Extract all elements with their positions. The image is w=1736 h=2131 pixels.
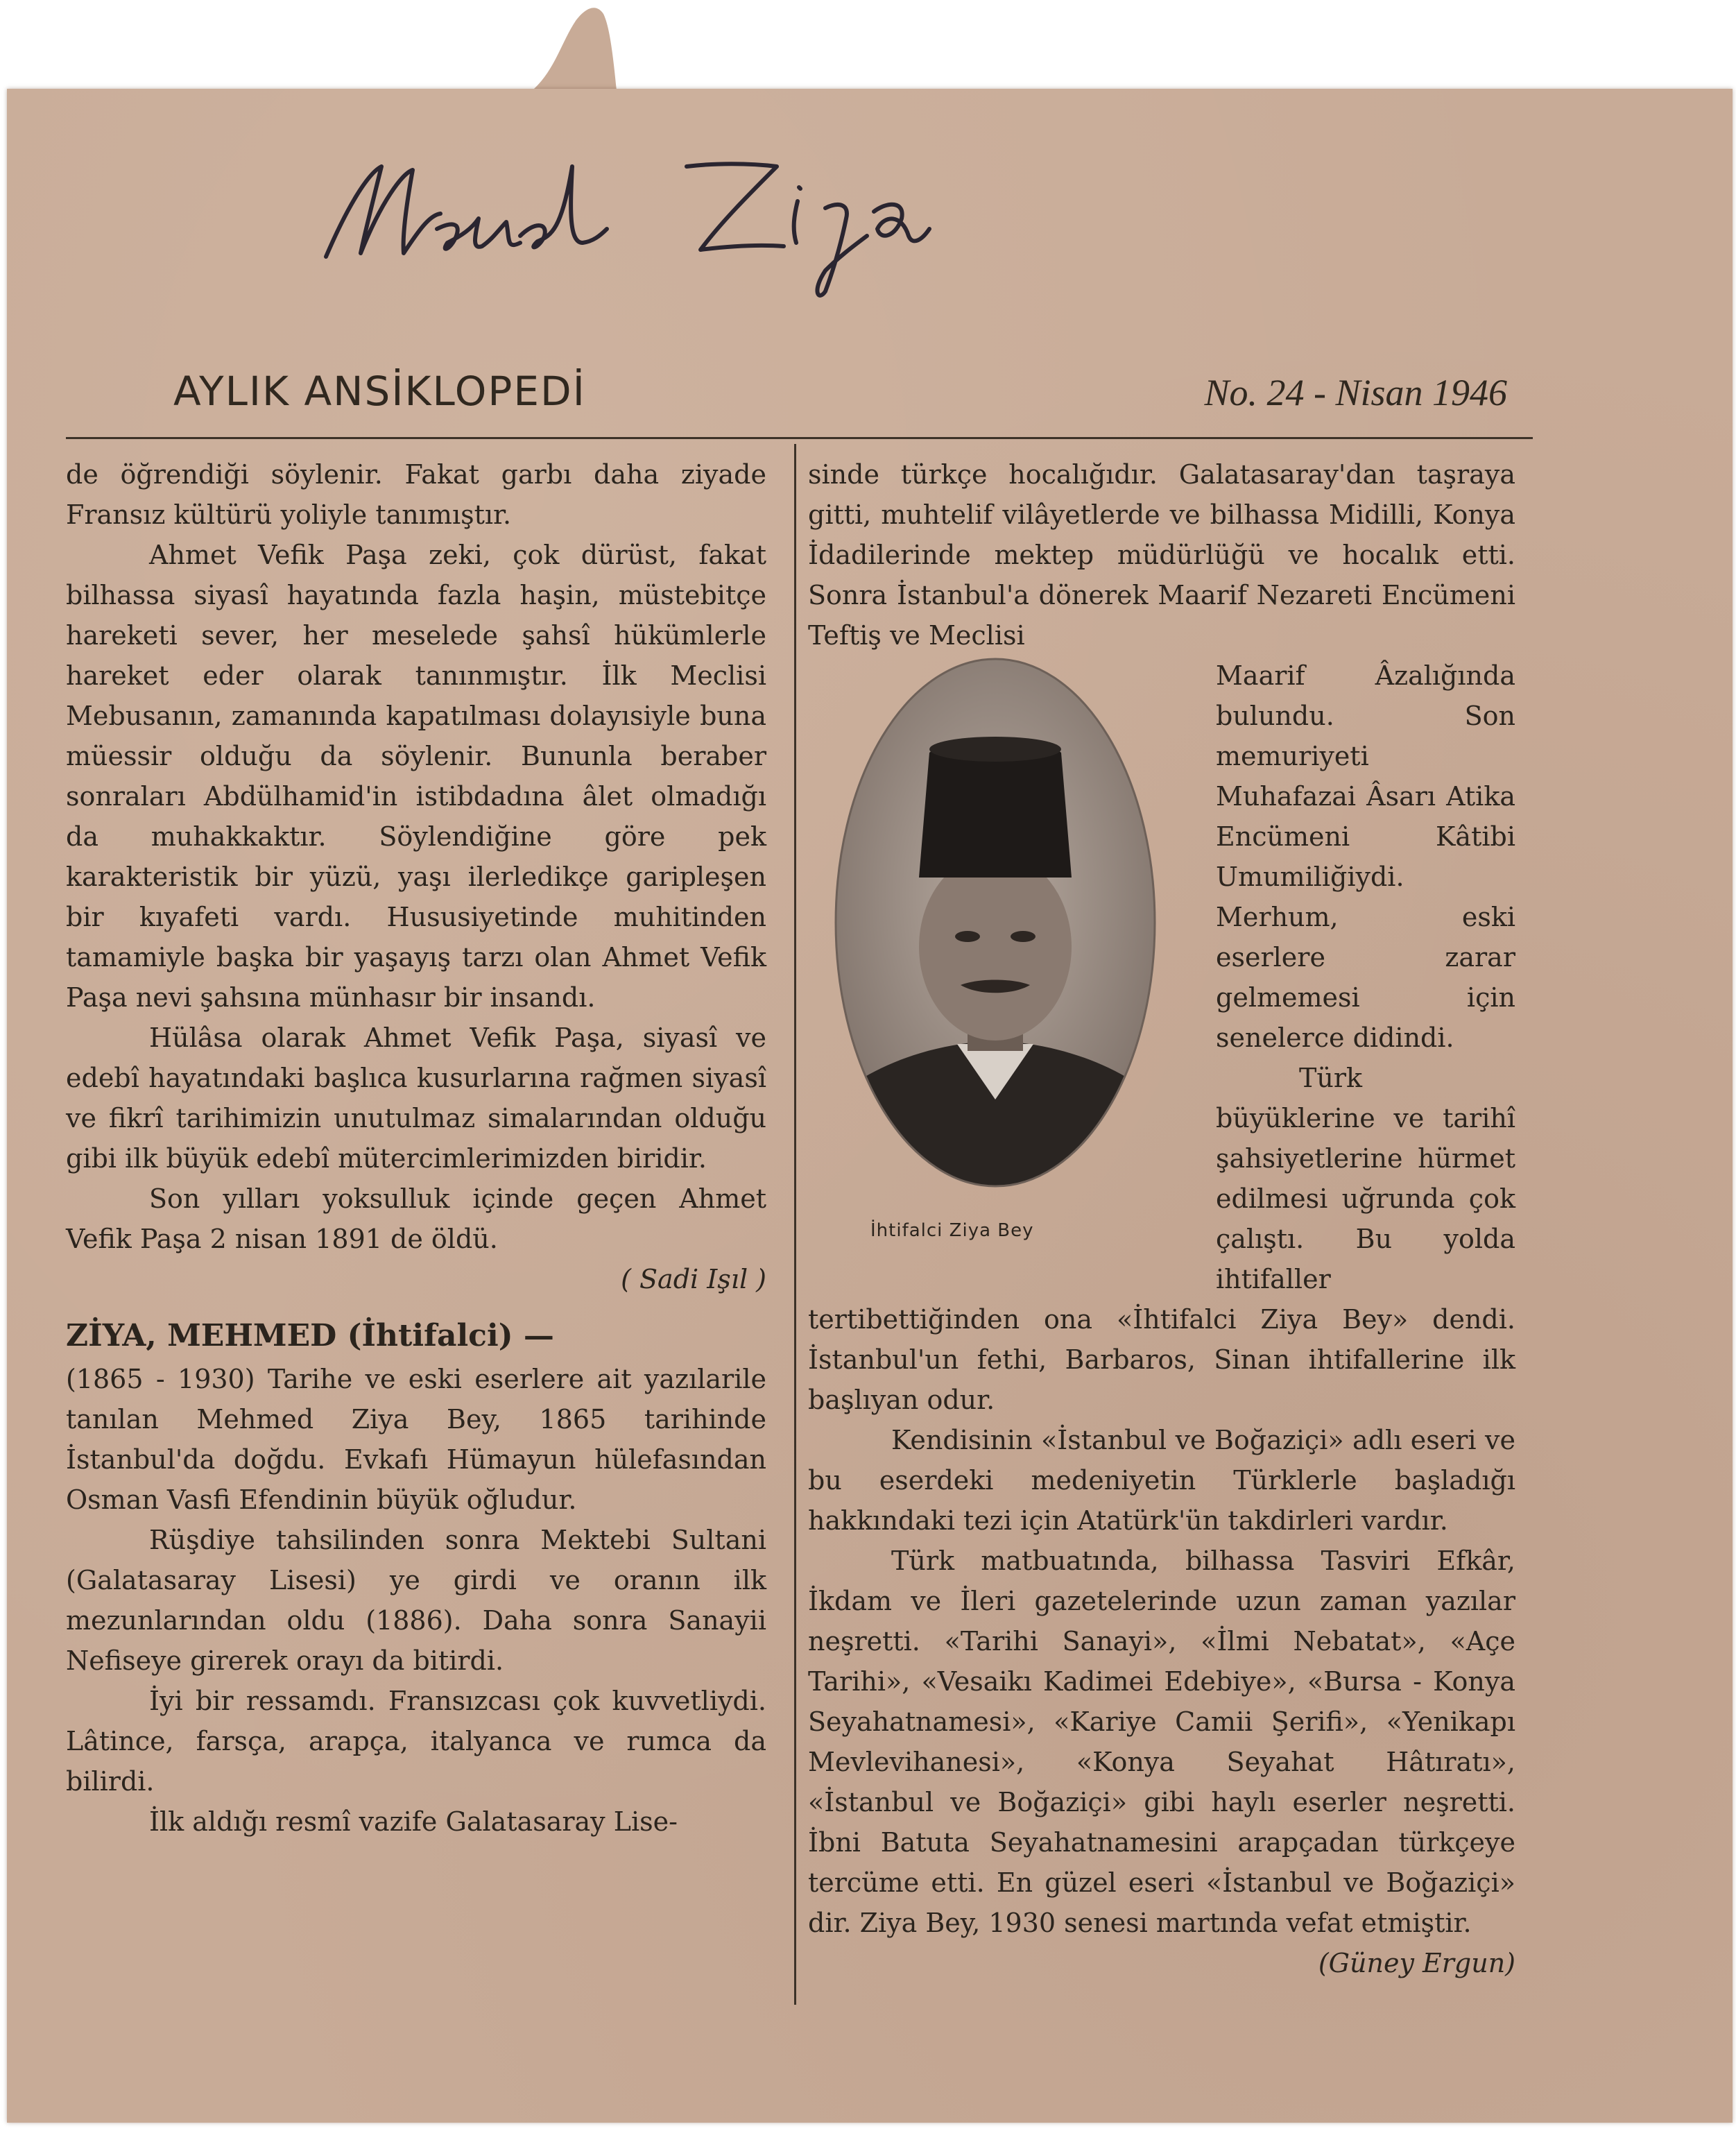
author-credit: ( Sadi Işıl ) xyxy=(621,1264,766,1294)
header-rule xyxy=(66,437,1533,439)
portrait-photo xyxy=(832,656,1158,1190)
paragraph: İyi bir ressamdı. Fransızcası çok kuvvetliydi. Lâtince, farsça, arapça, italyanca ve rumca da bilirdi. xyxy=(66,1686,766,1797)
right-column xyxy=(808,454,1515,1983)
paragraph: Kendisinin «İstanbul ve Boğaziçi» adlı eseri ve bu eserdeki medeniyetin Türklerle başladığı hakkındaki tezi için Atatürk'ün takdirleri vardır. xyxy=(808,1425,1515,1536)
portrait-figure xyxy=(808,656,1203,1294)
paragraph: sinde türkçe hocalığıdır. Galatasaray'dan taşraya gitti, muhtelif vilâyetlerde ve bilhassa Midilli, Konya İdadilerinde mektep müdürlüğü ve hocalık etti. Sonra İstanbul'a dönerek Maarif Nezareti Encümeni Teftiş ve Meclisi xyxy=(808,459,1515,651)
portrait-caption: İhtifalci Ziya Bey xyxy=(870,1220,1034,1241)
paragraph: Ahmet Vefik Paşa zeki, çok dürüst, fakat bilhassa siyasî hayatında fazla haşin, müstebitçe hareketi sever, her meselede şahsî hükümlerle hareket eder olarak tanınmıştır. İlk Meclisi Mebusanın, zamanında kapatılması dolayısiyle buna müessir olduğu da söylenir. Bununla beraber sonraları Abdülhamid'in istibdadına âlet olmadığı da muhakkaktır. Söylendiğine göre pek karakteristik bir yüzü, yaşı ilerledikçe garipleşen bir kıyafeti vardı. Hususiyetinde muhitinden tamamiyle başka bir yaşayış tarzı olan Ahmet Vefik Paşa nevi şahsına münhasır bir insandı. xyxy=(66,540,766,1013)
issue-info: No. 24 - Nisan 1946 xyxy=(1204,372,1507,413)
masthead-title: AYLIK ANSİKLOPEDİ xyxy=(173,368,586,415)
paragraph: de öğrendiği söylenir. Fakat garbı daha ziyade Fransız kültürü yoliyle tanımıştır. xyxy=(66,459,766,530)
paragraph: Hülâsa olarak Ahmet Vefik Paşa, siyasî ve edebî hayatındaki başlıca kusurlarına rağmen siyasî ve fikrî tarihimizin unutulmaz simalarından olduğu gibi ilk büyük edebî mütercimlerimizden biridir. xyxy=(66,1022,766,1174)
left-column xyxy=(66,454,766,1842)
author-credit: (Güney Ergun) xyxy=(1318,1948,1515,1978)
paragraph: Türk matbuatında, bilhassa Tasviri Efkâr, İkdam ve İleri gazetelerinde uzun zaman yazılar neşretti. «Tarihi Sanayi», «İlmi Nebatat», «Açe Tarihi», «Vesaikı Kadimei Edebiye», «Bursa - Konya Seyahatnamesi», «Kariye Camii Şerifi», «Yenikapı Mevlevihanesi», «Konya Seyahat Hâtıratı», «İstanbul ve Boğaziçi» gibi haylı eserler neşretti. İbni Batuta Seyahatnamesini arapçadan türkçeye tercüme etti. En güzel eseri «İstanbul ve Boğaziçi» dir. Ziya Bey, 1930 senesi martında vefat etmiştir. xyxy=(808,1546,1515,1938)
paragraph: Türk büyüklerine ve tarihî şahsiyetlerine hürmet edilmesi uğrunda çok çalıştı. Bu yolda ihtifaller tertibettiğinden ona «İhtifalci Ziya Bey» dendi. İstanbul'un fethi, Barbaros, Sinan ihtifallerine ilk başlıyan odur. xyxy=(808,1063,1515,1415)
paragraph: (1865 - 1930) Tarihe ve eski eserlere ait yazılarile tanılan Mehmed Ziya Bey, 1865 tarihinde İstanbul'da doğdu. Evkafı Hümayun hülefasından Osman Vasfi Efendinin büyük oğludur. xyxy=(66,1364,766,1515)
entry-heading: ZİYA, MEHMED (İhtifalci) — xyxy=(66,1318,554,1353)
paragraph: İlk aldığı resmî vazife Galatasaray Lise- xyxy=(149,1806,678,1837)
torn-paper-edge xyxy=(7,0,617,97)
paragraph: Son yılları yoksulluk içinde geçen Ahmet Vefik Paşa 2 nisan 1891 de öldü. xyxy=(66,1183,766,1254)
column-divider xyxy=(794,444,796,2005)
paragraph: Rüşdiye tahsilinden sonra Mektebi Sultani (Galatasaray Lisesi) ye girdi ve oranın ilk mezunlarından oldu (1886). Daha sonra Sanayii Nefiseye girerek orayı da bitirdi. xyxy=(66,1525,766,1676)
paragraph: Maarif Âzalığında bulundu. Son memuriyeti Muhafazai Âsarı Atika Encümeni Kâtibi Umumiliğiydi. Merhum, eski eserlere zarar gelmemesi için senelerce didindi. xyxy=(1216,660,1515,1053)
handwritten-signature xyxy=(298,125,964,305)
